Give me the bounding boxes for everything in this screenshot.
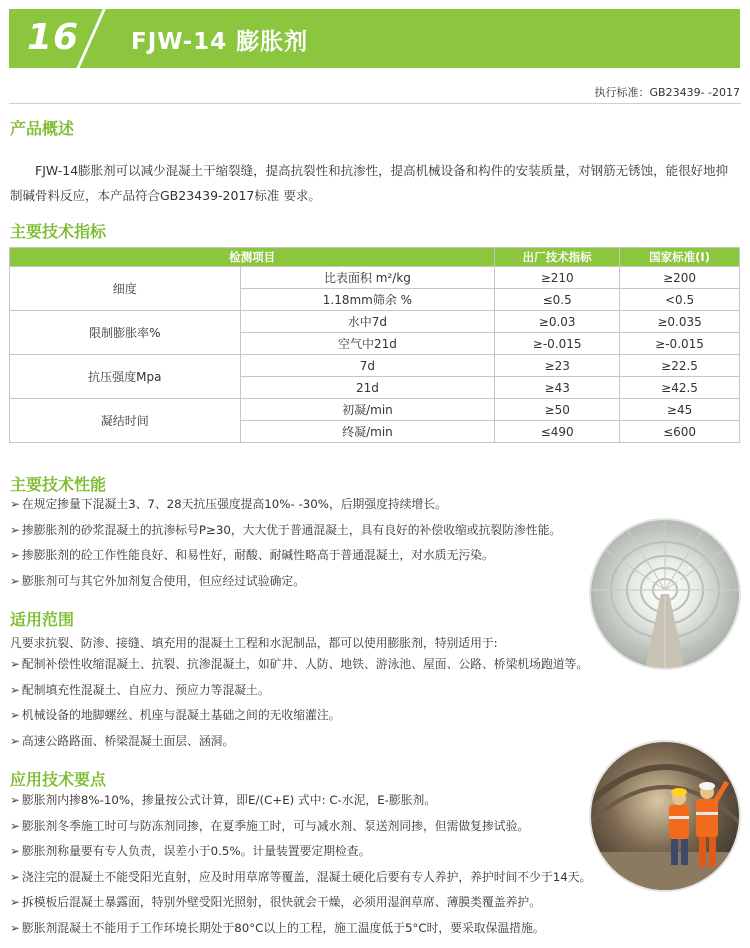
sub-item: 水中7d [240,311,495,333]
arrow-icon: ➢ [10,844,20,858]
sub-item: 终凝/min [240,421,495,443]
group-name: 抗压强度Mpa [10,355,241,399]
workers-photo [589,740,741,892]
factory-value: ≥43 [495,377,620,399]
list-item: ➢ 掺膨胀剂的砼工作性能良好、和易性好，耐酸、耐碱性略高于普通混凝土，对水质无污染。 [10,548,494,562]
scope-intro: 凡要求抗裂、防渗、接缝、填充用的混凝土工程和水泥制品，都可以使用膨胀剂，特别适用于: [10,636,498,650]
arrow-icon: ➢ [10,522,20,537]
arrow-icon: ➢ [10,793,20,807]
divider [9,103,741,104]
sub-item: 21d [240,377,495,399]
factory-value: ≥0.03 [495,311,620,333]
national-value: ≥42.5 [620,377,740,399]
performance-title: 主要技术性能 [10,475,107,494]
arrow-icon: ➢ [10,573,20,588]
list-item: ➢ 膨胀剂称量要有专人负责，误差小于0.5%。计量装置要定期检查。 [10,844,371,858]
factory-value: ≥210 [495,267,620,289]
list-item: ➢ 在规定掺量下混凝土3、7、28天抗压强度提高10%- -30%，后期强度持续增长。 [10,497,447,511]
header-national: 国家标准(Ⅰ) [620,248,740,267]
table-row [10,355,740,377]
arrow-icon: ➢ [10,869,20,884]
page-title: FJW-14 膨胀剂 [131,29,309,55]
group-name: 凝结时间 [10,399,241,443]
overview-text: FJW-14膨胀剂可以减少混凝土干缩裂缝，提高抗裂性和抗渗性，提高机械设备和构件的安装质量，对钢筋无锈蚀，能很好地抑制碱骨料反应，本产品符合GB23439-2017标准 要求。 [10,163,729,203]
list-item: ➢ 膨胀剂可与其它外加剂复合使用，但应经过试验确定。 [10,573,306,588]
factory-value: ≤490 [495,421,620,443]
application-title: 应用技术要点 [10,770,107,789]
national-value: ≥200 [620,267,740,289]
tunnel-photo [589,518,741,670]
list-item: ➢ 膨胀剂冬季施工时可与防冻剂同掺，在夏季施工时，可与减水剂、泵送剂同掺，但需做复掺试验。 [10,818,530,833]
list-item: ➢ 拆模板后混凝土暴露面，特别外壁受阳光照射，很快就会干燥，必须用湿润草席、薄膜类覆盖养护。 [10,895,541,909]
national-value: ≥0.035 [620,311,740,333]
arrow-icon: ➢ [10,733,20,748]
application-list [10,788,591,941]
sub-item: 初凝/min [240,399,495,421]
standard-label: 执行标准：GB23439- -2017 [594,86,740,99]
specs-title: 主要技术指标 [10,222,107,241]
national-value: ≥22.5 [620,355,740,377]
national-value: <0.5 [620,289,740,311]
header-banner [9,9,740,68]
arrow-icon: ➢ [10,657,20,671]
national-value: ≥-0.015 [620,333,740,355]
scope-title: 适用范围 [10,610,75,629]
scope-list [10,652,588,754]
spec-table [9,247,740,443]
list-item: ➢ 浇注完的混凝土不能受阳光直射，应及时用草席等覆盖，混凝土硬化后要有专人养护，养护时间不少于14天。 [10,869,592,884]
arrow-icon: ➢ [10,895,20,909]
list-item: ➢ 掺膨胀剂的砂浆混凝土的抗渗标号P≥30，大大优于普通混凝土，具有良好的补偿收缩或抗裂防渗性能。 [10,522,562,537]
header-factory: 出厂技术指标 [495,248,620,267]
arrow-icon: ➢ [10,497,20,511]
national-value: ≤600 [620,421,740,443]
list-item: ➢ 配制补偿性收缩混凝土、抗裂、抗渗混凝土，如矿井、人防、地铁、游泳池、屋面、公路、桥梁机场跑道等。 [10,657,589,671]
sub-item: 7d [240,355,495,377]
performance-list [10,492,561,594]
arrow-icon: ➢ [10,548,20,562]
sub-item: 比表面积 m²/kg [240,267,495,289]
list-item: ➢ 膨胀剂内掺8%-10%，掺量按公式计算，即E/(C+E) 式中: C-水泥，E-膨胀剂。 [10,793,437,807]
section-number: 16 [27,17,80,58]
table-row [10,267,740,289]
factory-value: ≥23 [495,355,620,377]
arrow-icon: ➢ [10,682,20,697]
list-item: ➢ 高速公路路面、桥梁混凝土面层、涵洞。 [10,733,235,748]
national-value: ≥45 [620,399,740,421]
group-name: 细度 [10,267,241,311]
arrow-icon: ➢ [10,920,20,935]
table-row [10,399,740,421]
tunnel-illustration [591,520,739,668]
sub-item: 1.18mm筛余 % [240,289,495,311]
group-name: 限制膨胀率% [10,311,241,355]
factory-value: ≥50 [495,399,620,421]
table-row [10,311,740,333]
table-header-row [10,248,740,267]
list-item: ➢ 配制填充性混凝土、自应力、预应力等混凝土。 [10,682,270,697]
arrow-icon: ➢ [10,708,20,722]
sub-item: 空气中21d [240,333,495,355]
header-item: 检测项目 [10,248,495,267]
factory-value: ≥-0.015 [495,333,620,355]
list-item: ➢ 机械设备的地脚螺丝、机座与混凝土基础之间的无收缩灌注。 [10,708,341,722]
overview-title: 产品概述 [10,119,75,138]
arrow-icon: ➢ [10,818,20,833]
list-item: ➢ 膨胀剂混凝土不能用于工作环境长期处于80°C以上的工程，施工温度低于5°C时，要采取保温措施。 [10,920,545,935]
factory-value: ≤0.5 [495,289,620,311]
workers-illustration [591,742,739,890]
